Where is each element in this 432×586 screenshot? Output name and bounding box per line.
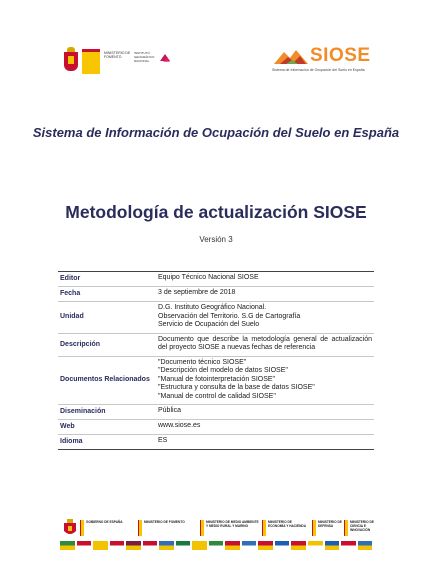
footer-logo-text: MINISTERIO DE CIENCIA E INNOVACIÓN <box>350 520 374 532</box>
footer-regional-flags <box>60 541 372 551</box>
footer-logo <box>200 518 260 538</box>
ign-logo-icon <box>158 51 172 65</box>
info-label: Web <box>60 423 75 430</box>
info-value: "Documento técnico SIOSE" "Descripción del modelo de datos SIOSE" "Manual de fotointerpretación SIOSE" "Estructura y consulta de la base de datos SIOSE" "Manual de control de calidad SIOSE" <box>158 358 315 400</box>
regional-flag-icon <box>291 541 306 550</box>
regional-flag-icon <box>192 541 207 550</box>
regional-flag-icon <box>60 541 75 550</box>
footer-logo-bar-icon <box>312 520 316 536</box>
regional-flag-icon <box>258 541 273 550</box>
info-label: Documentos Relacionados <box>60 376 150 384</box>
footer-logo <box>262 518 310 538</box>
info-row <box>58 302 374 334</box>
footer-logo-bar-icon <box>138 520 142 536</box>
info-label: Fecha <box>60 290 81 297</box>
siose-subtitle: Sistema de Información de Ocupación del Suelo en España <box>272 68 365 72</box>
footer-logo <box>344 518 374 538</box>
info-label: Idioma <box>60 438 83 445</box>
info-label: Editor <box>60 275 81 282</box>
info-value: Pública <box>158 407 181 414</box>
info-row <box>58 272 374 287</box>
regional-flag-icon <box>176 541 191 550</box>
info-value: ES <box>158 437 168 444</box>
footer-logo <box>80 518 136 538</box>
regional-flag-icon <box>341 541 356 550</box>
info-row <box>58 334 374 357</box>
regional-flag-icon <box>126 541 141 550</box>
footer-logo-text: MINISTERIO DE FOMENTO <box>144 520 185 524</box>
info-label: Descripción <box>60 340 101 348</box>
ign-text: INSTITUTO GEOGRÁFICO NACIONAL <box>134 51 155 63</box>
info-value[interactable]: www.siose.es <box>158 422 201 429</box>
header-logo-ministry <box>64 43 174 77</box>
regional-flag-icon <box>358 541 373 550</box>
regional-flag-icon <box>143 541 158 550</box>
document-info-table <box>58 271 374 450</box>
regional-flag-icon <box>242 541 257 550</box>
regional-flag-icon <box>77 541 92 550</box>
regional-flag-icon <box>110 541 125 550</box>
regional-flag-icon <box>93 541 108 550</box>
info-row <box>58 357 374 406</box>
info-value: Equipo Técnico Nacional SIOSE <box>158 274 259 281</box>
regional-flag-icon <box>325 541 340 550</box>
footer-logo-bar-icon <box>344 520 348 536</box>
regional-flag-icon <box>209 541 224 550</box>
footer-logo-bar-icon <box>200 520 204 536</box>
footer-logo-text: MINISTERIO DE MEDIO AMBIENTE Y MEDIO RURAL Y MARINO <box>206 520 259 528</box>
siose-mark-icon <box>274 48 308 66</box>
footer-logo <box>312 518 342 538</box>
document-title: Metodología de actualización SIOSE <box>65 202 367 222</box>
regional-flag-icon <box>159 541 174 550</box>
ministry-bar-icon <box>82 49 100 74</box>
header-logo-siose <box>266 44 376 78</box>
info-value: Documento que describe la metodología general de actualización del proyecto SIOSE a nuevas fechas de referencia <box>158 335 372 351</box>
footer-logo-text: MINISTERIO DE ECONOMÍA Y HACIENDA <box>268 520 307 528</box>
info-row <box>58 405 374 420</box>
siose-wordmark: SIOSE <box>310 45 371 66</box>
info-row <box>58 435 374 449</box>
spain-crest-icon <box>64 47 78 73</box>
system-title: Sistema de Información de Ocupación del Suelo en España <box>32 125 400 140</box>
info-label: Unidad <box>60 313 84 321</box>
ministry-text: MINISTERIO DE FOMENTO <box>104 51 131 59</box>
footer-logo <box>138 518 198 538</box>
info-value: D.G. Instituto Geográfico Nacional. Observación del Territorio. S.G de Cartografía Servicio de Ocupación del Suelo <box>158 304 301 328</box>
footer-logo-text: MINISTERIO DE DEFENSA <box>318 520 342 528</box>
footer-logo-bar-icon <box>80 520 84 536</box>
info-row <box>58 287 374 302</box>
regional-flag-icon <box>225 541 240 550</box>
regional-flag-icon <box>308 541 323 550</box>
info-value: 3 de septiembre de 2018 <box>158 289 236 296</box>
info-row <box>58 420 374 435</box>
footer-ministry-logos <box>58 518 374 538</box>
footer-logo-bar-icon <box>262 520 266 536</box>
info-label: Diseminación <box>60 408 106 415</box>
regional-flag-icon <box>275 541 290 550</box>
footer-logo-text: GOBIERNO DE ESPAÑA <box>86 520 123 524</box>
version-label: Versión 3 <box>199 235 233 244</box>
